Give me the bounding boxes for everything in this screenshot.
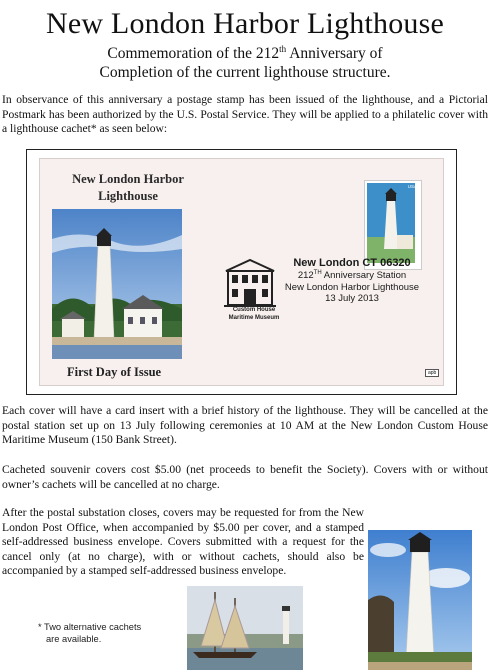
postage-stamp: [365, 181, 421, 269]
tall-ship-photo: [187, 586, 303, 670]
postmark-building-label: Custom House Maritime Museum: [228, 307, 280, 321]
stamp-value: USA: [407, 184, 417, 189]
lighthouse-photo-2: [368, 530, 472, 670]
cachet-note: * Two alternative cachets are available.: [38, 622, 142, 644]
postmark-line-1: New London CT 06320: [293, 257, 411, 269]
subtitle-line-1: Commemoration of the 212th Anniversary of: [107, 44, 383, 62]
subtitle-line-2: Completion of the current lighthouse structure.: [99, 64, 391, 81]
after-closing-paragraph: After the postal substation closes, covers may be requested for from the New London Post Office, when accompanied by $5.00 per cover, and a stamped self-addressed business envelope. Covers submitted with a request for the cancel only (at no charge), with or without cachets, should also be accompanied by a stamped self-addressed business envelope.: [2, 506, 364, 578]
envelope: [39, 158, 444, 386]
intro-paragraph: In observance of this anniversary a postage stamp has been issued of the lighthouse, and a Pictorial Postmark has been authorized by the U.S. Postal Service. They will be applied to a philatelic cover with a lighthouse cachet* as seen below:: [2, 93, 488, 136]
cover-figure: [26, 149, 457, 395]
postmark-line-4: 13 July 2013: [325, 293, 379, 304]
postmark-line-2: 212TH Anniversary Station: [297, 270, 407, 281]
cachet-title: New London Harbor Lighthouse: [72, 172, 184, 203]
postmark-line-3: New London Harbor Lighthouse: [284, 281, 420, 293]
first-day-of-issue: First Day of Issue: [67, 365, 162, 379]
postmark-text: [277, 257, 427, 305]
insert-paragraph: Each cover will have a card insert with a brief history of the lighthouse. They will be cancelled at the postal station set up on 13 July following ceremonies at 10 AM at the New London Custom House Maritime Museum (150 Bank Street).: [2, 404, 488, 447]
postmark-building-icon: [220, 257, 280, 309]
page-subtitle: [0, 44, 490, 82]
designer-tag: apb: [425, 369, 439, 377]
cachet-lighthouse-photo: [52, 209, 182, 359]
cost-paragraph: Cacheted souvenir covers cost $5.00 (net proceeds to benefit the Society). Covers with or without owner’s cachets will be cancelled at no charge.: [2, 463, 488, 491]
page-title: New London Harbor Lighthouse: [45, 7, 445, 40]
